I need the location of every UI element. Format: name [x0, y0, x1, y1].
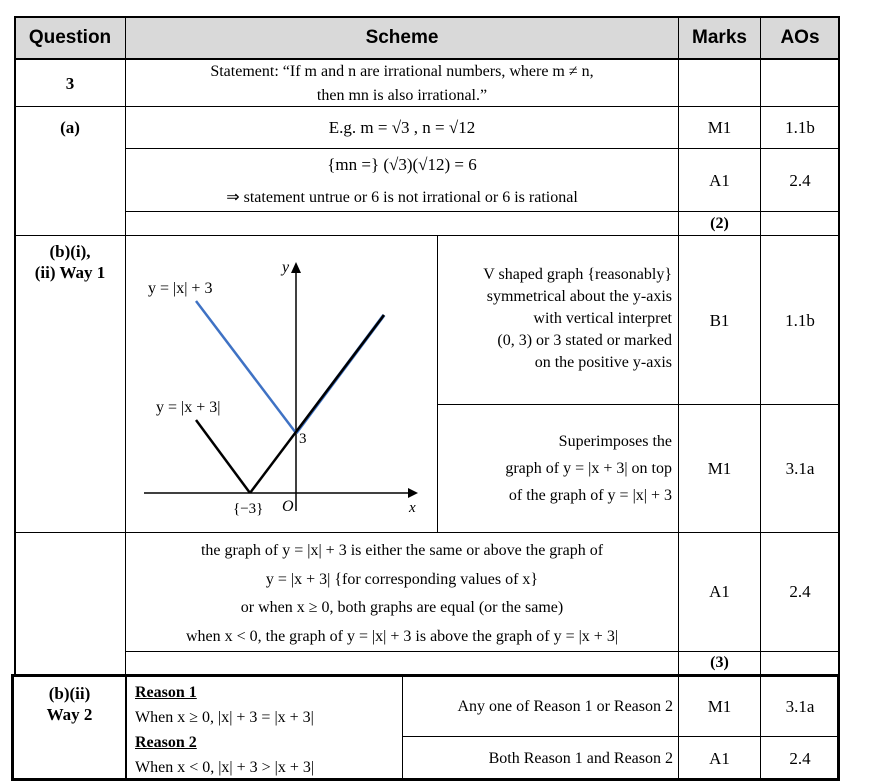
question-number: 3 — [65, 74, 75, 93]
origin-label: O — [282, 498, 294, 515]
part-b-way2-label-1: (b)(ii) — [48, 684, 91, 703]
b1-line-1: V shaped graph {reasonably} — [483, 266, 672, 283]
y-axis-label: y — [282, 259, 290, 276]
m1-mark: M1 — [707, 459, 732, 478]
header-question: Question — [28, 27, 112, 48]
part-a-scheme-1: E.g. m = √3 , n = √12 — [328, 118, 476, 137]
part-b-total: (3) — [710, 654, 729, 671]
x-axis-label: x — [409, 500, 416, 516]
b1-mark: B1 — [709, 311, 730, 330]
a1-ao: 2.4 — [789, 582, 811, 601]
part-a-total: (2) — [710, 215, 729, 232]
way2-a1-ao: 2.4 — [789, 749, 811, 768]
a1-line-2: y = |x + 3| {for corresponding values of x} — [265, 570, 539, 588]
x-axis-arrow — [408, 488, 418, 498]
part-b-way1-label-2: (ii) Way 1 — [34, 263, 106, 282]
reason2-title: Reason 2 — [135, 734, 197, 751]
a1-line-4: when x < 0, the graph of y = |x| + 3 is above the graph of y = |x + 3| — [185, 627, 619, 645]
part-a-ao-2: 2.4 — [789, 171, 811, 190]
m1-line-1: Superimposes the — [558, 433, 672, 450]
b1-line-5: on the positive y-axis — [534, 354, 672, 371]
header-scheme: Scheme — [365, 27, 439, 48]
header-marks: Marks — [692, 27, 747, 48]
way2-a1-criteria: Both Reason 1 and Reason 2 — [488, 750, 673, 767]
b1-line-2: symmetrical about the y-axis — [486, 288, 672, 305]
part-a-label: (a) — [60, 118, 80, 137]
reason1-text: When x ≥ 0, |x| + 3 = |x + 3| — [135, 709, 314, 726]
way2-m1-criteria: Any one of Reason 1 or Reason 2 — [457, 698, 673, 715]
m1-ao: 3.1a — [785, 459, 815, 478]
part-a-scheme-2a: {mn =} (√3)(√12) = 6 — [327, 155, 477, 174]
part-a-ao-1: 1.1b — [785, 118, 815, 137]
way2-m1-mark: M1 — [707, 697, 732, 716]
a1-mark: A1 — [709, 582, 730, 601]
part-a-scheme-2b: ⇒ statement untrue or 6 is not irrational or 6 is rational — [226, 189, 578, 206]
reasons — [135, 680, 400, 780]
b1-criteria — [440, 264, 672, 374]
way2-m1-ao: 3.1a — [785, 697, 815, 716]
part-a-mark-2: A1 — [709, 171, 730, 190]
reason2-text: When x < 0, |x| + 3 > |x + 3| — [135, 759, 315, 776]
modulus-graph — [126, 236, 437, 532]
m1-line-2: graph of y = |x + 3| on top — [505, 460, 672, 477]
statement-line-1: Statement: “If m and n are irrational numbers, where m ≠ n, — [210, 63, 594, 80]
a1-criteria — [126, 537, 678, 651]
a1-line-1: the graph of y = |x| + 3 is either the same or above the graph of — [200, 542, 604, 559]
black-graph-label: y = |x + 3| — [156, 399, 221, 416]
black-graph-right-arm — [250, 315, 384, 493]
m1-criteria — [440, 428, 672, 509]
header-aos: AOs — [780, 27, 820, 48]
y-axis-arrow — [291, 262, 301, 273]
reason1-title: Reason 1 — [135, 684, 197, 701]
m1-line-3: of the graph of y = |x| + 3 — [508, 487, 672, 504]
way2-a1-mark: A1 — [709, 749, 730, 768]
a1-line-3: or when x ≥ 0, both graphs are equal (or the same) — [240, 599, 564, 616]
x-intercept-label: {−3} — [233, 501, 264, 517]
part-a-mark-1: M1 — [707, 118, 732, 137]
blue-graph-label: y = |x| + 3 — [148, 280, 213, 297]
black-graph-left-arm — [196, 420, 250, 493]
part-b-way2-label-2: Way 2 — [46, 705, 93, 724]
part-b-way1-label-1: (b)(i), — [49, 242, 91, 261]
y-intercept-label: 3 — [299, 431, 307, 447]
b1-ao: 1.1b — [785, 311, 815, 330]
statement-line-2: then mn is also irrational.” — [316, 87, 488, 104]
b1-line-3: with vertical interpret — [533, 310, 672, 327]
b1-line-4: (0, 3) or 3 stated or marked — [497, 332, 672, 349]
